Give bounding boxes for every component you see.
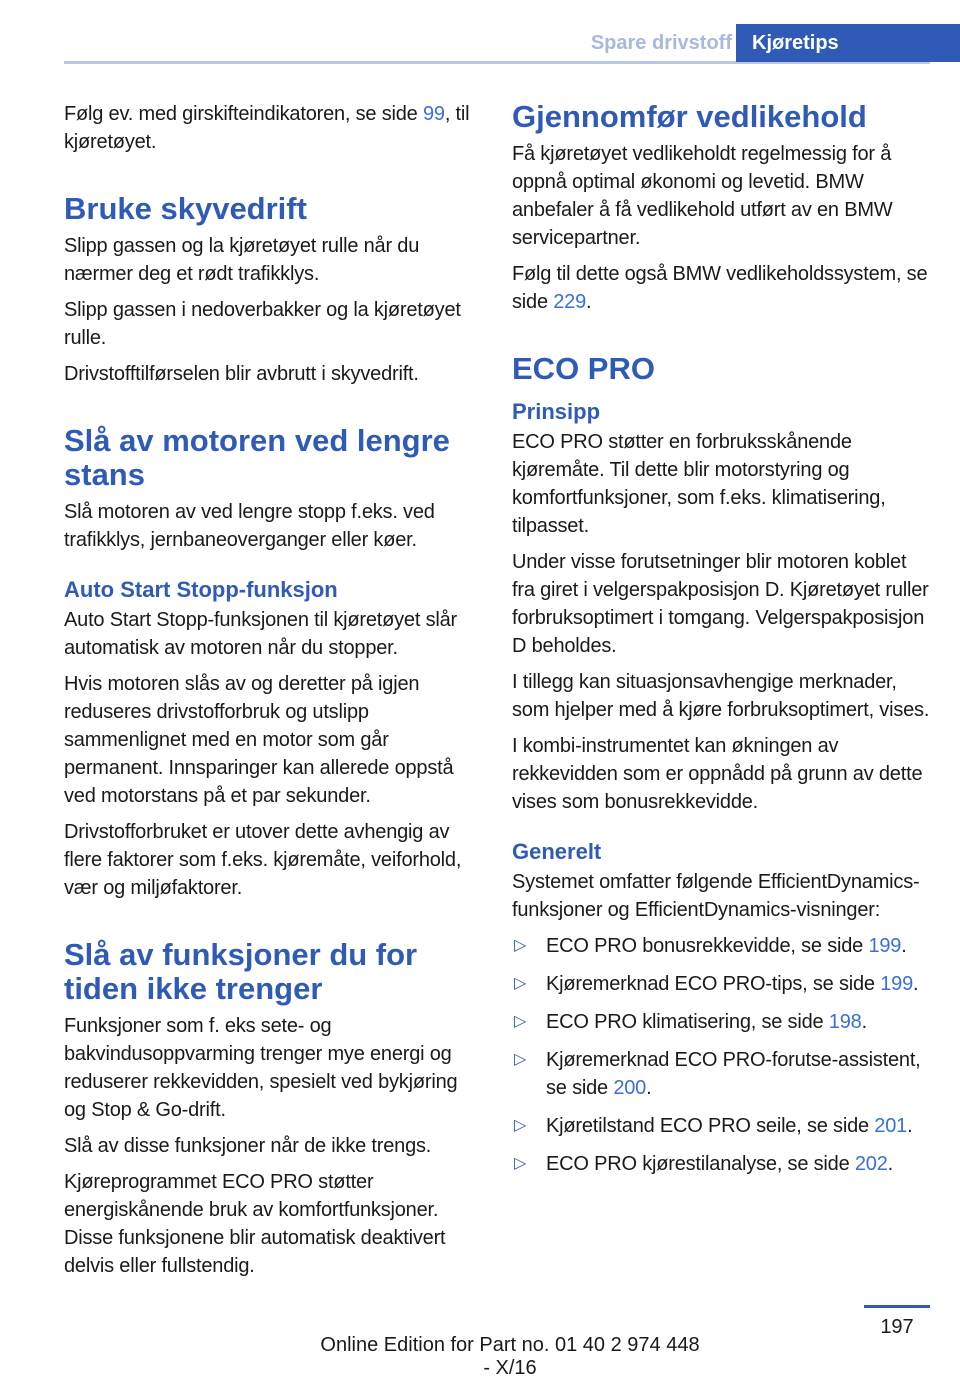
paragraph: Hvis motoren slås av og deretter på igjen reduseres drivstofforbruk og utslipp sammenlignet med en motor som går permanent. Innsparinger kan allerede oppstå ved motorstans på et par sekunder. (64, 673, 454, 807)
list-item: ▷ Kjøremerknad ECO PRO-forutse-assistent, se side 200. (512, 1046, 930, 1102)
heading-switch-off-functions: Slå av funksjoner du for tiden ikke trenger (64, 937, 418, 1006)
page-link-99[interactable]: 99 (422, 103, 445, 125)
heading-maintenance: Gjennomfør vedlikehold (512, 99, 867, 134)
edition-footer: Online Edition for Part no. 01 40 2 974 448 - X/16 (320, 1334, 700, 1379)
triangle-bullet-icon: ▷ (514, 1051, 527, 1068)
paragraph: Slipp gassen og la kjøretøyet rulle når du nærmer deg et rødt trafikklys. (64, 235, 420, 285)
paragraph: Systemet omfatter følgende EfficientDynamics-funksjoner og EfficientDynamics-visninger: (512, 871, 920, 921)
paragraph: Drivstofftilførselen blir avbrutt i skyvedrift. (64, 363, 419, 385)
page-number: 197 (880, 1316, 914, 1338)
list-item: ▷ ECO PRO bonusrekkevidde, se side 199. (512, 932, 930, 960)
triangle-bullet-icon: ▷ (514, 937, 527, 954)
triangle-bullet-icon: ▷ (514, 975, 527, 992)
footer-rule (864, 1305, 930, 1308)
header-chapter-tab[interactable]: Kjøretips (736, 24, 960, 62)
page-link[interactable]: 200 (613, 1077, 647, 1099)
paragraph: ECO PRO støtter en forbruksskånende kjøremåte. Til dette blir motorstyring og komfortfunksjoner, som f.eks. klimatisering, tilpasset. (512, 431, 886, 537)
page-link-229[interactable]: 229 (553, 291, 587, 313)
list-item: ▷ ECO PRO kjørestilanalyse, se side 202. (512, 1150, 930, 1178)
paragraph: I kombi-instrumentet kan økningen av rekkevidden som er oppnådd på grunn av dette vises som bonusrekkevidde. (512, 735, 923, 813)
triangle-bullet-icon: ▷ (514, 1155, 527, 1172)
paragraph: Funksjoner som f. eks sete- og bakvindusoppvarming trenger mye energi og reduserer rekkevidden, spesielt ved bykjøring og Stop & Go-drift. (64, 1015, 458, 1121)
paragraph: Følg til dette også BMW vedlikeholdssystem, se side 229. (512, 263, 928, 313)
triangle-bullet-icon: ▷ (514, 1013, 527, 1030)
list-item: ▷ Kjøretilstand ECO PRO seile, se side 201. (512, 1112, 930, 1140)
heading-general: Generelt (512, 839, 602, 864)
paragraph: Drivstofforbruket er utover dette avhengig av flere faktorer som f.eks. kjøremåte, veiforhold, vær og miljøfaktorer. (64, 821, 462, 899)
heading-principle: Prinsipp (512, 399, 601, 424)
list-item: ▷ ECO PRO klimatisering, se side 198. (512, 1008, 930, 1036)
heading-auto-start-stop: Auto Start Stopp-funksjon (64, 577, 338, 602)
heading-engine-off: Slå av motoren ved lengre stans (64, 423, 450, 492)
right-column (512, 100, 930, 1188)
triangle-bullet-icon: ▷ (514, 1117, 527, 1134)
paragraph: Slipp gassen i nedoverbakker og la kjøretøyet rulle. (64, 299, 461, 349)
paragraph: Slå av disse funksjoner når de ikke trengs. (64, 1135, 432, 1157)
page-link[interactable]: 199 (868, 935, 902, 957)
header-section-tab[interactable]: Spare drivstoff (590, 31, 732, 54)
left-column (64, 100, 482, 1288)
paragraph: Under visse forutsetninger blir motoren koblet fra giret i velgerspakposisjon D. Kjøretøyet ruller forbruksoptimert i tomgang. Velgerspakposisjon D beholdes. (512, 551, 929, 657)
heading-coasting: Bruke skyvedrift (64, 191, 307, 226)
list-item: ▷ Kjøremerknad ECO PRO-tips, se side 199. (512, 970, 930, 998)
heading-eco-pro: ECO PRO (512, 351, 655, 386)
paragraph: Auto Start Stopp-funksjonen til kjøretøyet slår automatisk av motoren når du stopper. (64, 609, 457, 659)
page-link[interactable]: 199 (880, 973, 913, 995)
feature-list (512, 932, 930, 1178)
paragraph: Få kjøretøyet vedlikeholdt regelmessig for å oppnå optimal økonomi og levetid. BMW anbefaler å få vedlikehold utført av en BMW servicepartner. (512, 143, 893, 249)
page-link[interactable]: 198 (828, 1011, 862, 1033)
paragraph: I tillegg kan situasjonsavhengige merknader, som hjelper med å kjøre forbruksoptimert, vises. (512, 671, 930, 721)
intro-paragraph: Følg ev. med girskifteindikatoren, se side 99, til kjøretøyet. (64, 103, 470, 153)
page-link[interactable]: 202 (854, 1153, 888, 1175)
page-link[interactable]: 201 (874, 1115, 908, 1137)
paragraph: Slå motoren av ved lengre stopp f.eks. ved trafikklys, jernbaneoverganger eller køer. (64, 501, 435, 551)
paragraph: Kjøreprogrammet ECO PRO støtter energiskånende bruk av komfortfunksjoner. Disse funksjonene blir automatisk deaktivert delvis eller fullstendig. (64, 1171, 446, 1277)
